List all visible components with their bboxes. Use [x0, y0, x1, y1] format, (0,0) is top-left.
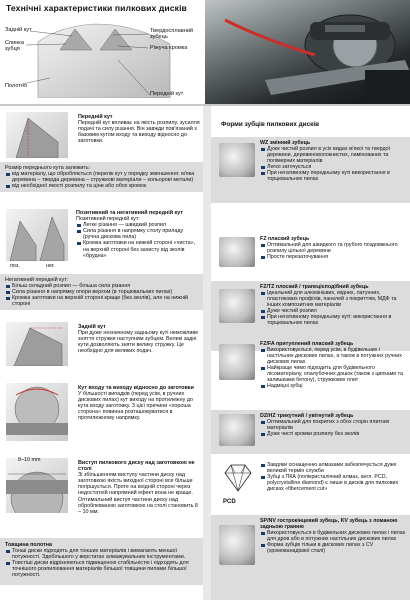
dz-hz-item: Оптимальний для покритих з обох сторін плитних матеріалів	[260, 419, 407, 431]
fz-tz-tooth-image	[219, 289, 255, 323]
front-angle-heading: Передній кут	[78, 114, 113, 120]
label-front-angle: Передній кут	[150, 91, 184, 97]
fz-tz-text	[260, 284, 407, 326]
fz-tz-item: Дуже чистий розпил	[260, 308, 407, 314]
tooth-section-fz	[211, 233, 410, 279]
pcd-item: Завдяки оснащенню алмазами забезпечується дуже великий термін служби	[260, 462, 407, 474]
wz-item: Легко заточується	[260, 164, 407, 170]
label-blade-body: Полотно	[5, 83, 28, 89]
dz-hz-title: DZ/HZ трикутний / увігнутий зубець	[260, 413, 354, 419]
pos-item: Легке різання — швидкий розпил	[76, 222, 200, 228]
pos-sub-heading: Позитивний передній кут:	[76, 216, 140, 223]
fz-tz-title: FZ/TZ плоский / трапецієподібний зубець	[260, 284, 369, 290]
sp-nv-text	[260, 518, 407, 554]
pos-neg-block	[76, 210, 200, 259]
entry-exit-text: У більшості випадків (перед усім, в ручних дискових пилах) кут виходу на протилежну до кута входу заготовку. З цієї причини «хороша сторона» повинна розташовуватися в протилежному напрямку.	[78, 391, 193, 422]
pos-neg-heading: Позитивний та негативний передній кут	[76, 210, 183, 216]
fz-fa-title: FZ/FA притуплений плаский зубець	[260, 341, 354, 347]
sp-nv-tooth-image	[219, 525, 255, 565]
wz-item: Дуже чистий розпил в усіх видах м'якої та твердої деревини, деревиноволокнистих, ламінованих та полімерних матеріалів	[260, 146, 407, 164]
tooth-section-pcd	[211, 459, 410, 515]
diamond-icon	[221, 461, 255, 495]
fz-fa-text	[260, 341, 407, 389]
sp-nv-item: Використовується в будівельних дискових пилах і пилах для дров або в потужних настільних дискових пилах	[260, 530, 407, 542]
pos-item: Кромка заготовки на нижній стороні «чиста», на верхній стороні без захисту від зколів «брудна»	[76, 240, 200, 258]
size-item: від матеріалу, що обробляється (перелік кут у порядку зменшення: м'яка деревина – тверда деревина – стружкові матеріали – кольорові метали)	[5, 171, 198, 183]
neg-section	[0, 274, 203, 310]
left-column	[0, 106, 203, 600]
front-angle-image	[6, 112, 68, 158]
pcd-text	[260, 462, 407, 492]
entry-exit-heading: Кут входу та виходу відносно до заготовки	[78, 385, 194, 391]
page-title: Технічні характеристики пилкових дисків	[6, 3, 187, 13]
back-angle-block	[78, 324, 200, 354]
neg-item: Кромка заготовки на верхній стороні краще (без зколів), але на нижній стороні	[5, 295, 198, 307]
dz-hz-text	[260, 413, 407, 437]
column-separator	[203, 106, 211, 600]
front-angle-text: Передній кут впливає на якість розпилу, зусилля подачі та силу різання. Він завжди пов'язаний з базовим кутом входу та виходу відносно до заготовки.	[78, 120, 200, 145]
neg-label: нег.	[46, 263, 55, 269]
dz-hz-tooth-image	[219, 414, 255, 446]
back-angle-heading: Задній кут	[78, 324, 106, 330]
label-cutting-edge: Ріжуча кромка	[150, 45, 188, 51]
circular-saw-photo	[205, 0, 410, 105]
saw-photo-svg	[205, 0, 410, 105]
protrusion-text: Зі збільшенням виступу частини диску над заготовкою якість вихідної стороні все більше погіршується. Проте на вхідній стороні через недостатній напрямний ефект вона не краще. Оптимальний виступ частини диску над оброблюваною заготовкою на столі становить 8 – 10 мм.	[78, 472, 198, 515]
fz-title: FZ плаский зубець	[260, 236, 310, 242]
blade-anatomy-diagram	[0, 20, 205, 98]
fz-tz-item: При негативному передньому куті: використання в торцювальних пилах	[260, 314, 407, 326]
protrusion-heading: Виступ пилкового диску над заготовкою не столі	[78, 460, 195, 473]
protrusion-label: 8–10 mm	[18, 457, 41, 463]
tooth-section-sp-nv	[211, 515, 410, 600]
front-angle-block	[78, 114, 200, 144]
thickness-item: Товстіші диски відрізняються підвищеною стабільністю і підходять для точнішого розпилювання матеріалів більшої товщини пилами більшої потужності.	[5, 560, 198, 578]
neg-item: Більш складний розпил — більша сила різання	[5, 283, 198, 289]
neg-item: Сила різання в напрямку опори верхом (в торцювальних пилах)	[5, 289, 198, 295]
tooth-section-wz	[211, 137, 410, 203]
label-back-angle: Задній кут	[5, 27, 32, 33]
fz-fa-item: Використовується, перед усім, в будівельних і настільних дискових пилах, а також в потужних ручних дискових пилах	[260, 347, 407, 365]
fz-item: Просте перезаточування	[260, 254, 407, 260]
wz-text	[260, 140, 407, 182]
pcd-label: PCD	[223, 499, 236, 505]
tooth-section-dz-hz	[211, 410, 410, 454]
fz-fa-item: Найкраще чимо підходить для будівельного лісоматеріалу, опалубочних дошок (також з цвяхами та залишками бетону), стружкових плит	[260, 365, 407, 383]
label-carbide-tooth: Твердосплавний зубець	[150, 28, 194, 41]
sp-nv-item: Форма зубців тільки в дискових пилах з CV (хромованадієвої сталі)	[260, 542, 407, 554]
pcd-item: Зубці з ПКА (полікристалічний алмаз, англ. PCD, polycrystalline diamond) є лише в дисків для пилкових дисках «fibercement cut»	[260, 474, 407, 492]
pos-neg-image	[6, 209, 68, 261]
fz-tooth-image	[219, 237, 255, 267]
protrusion-block	[78, 460, 200, 515]
neg-heading: Негативний передній кут:	[5, 277, 69, 283]
fz-fa-tooth-image	[219, 344, 255, 380]
fz-fa-item: Надміцні зубці	[260, 383, 407, 389]
size-item: від необхідної якості розпилу та ціни або обох кромок	[5, 183, 198, 189]
thickness-item: Тонші диски підходять для тонших матеріалів і вимагають меншої потужності. Здебільшого у верстатах алмажувальних інструментами.	[5, 548, 198, 560]
back-angle-text: При дуже незначному задньому куті неможливе зняття стружки наступним зубцем. Великі задні кути дозволяють зняти велику стружку. Це необхідно для великих подач.	[78, 330, 199, 355]
thickness-section	[0, 538, 203, 585]
fz-text	[260, 236, 407, 260]
wz-item: При негативному передньому куті використання в торцювальних пилах	[260, 170, 407, 182]
right-column	[211, 106, 410, 600]
fz-tz-item: Ідеальний для алюмінієвих, мідних, латунних, пластикових профілів, панелей з покриттям, МДФ та інших композитних матеріалів	[260, 290, 407, 308]
back-angle-image	[6, 322, 68, 366]
pos-item: Сила різання в напрямку столу приладу (ручна дискова пила)	[76, 228, 200, 240]
label-tooth-back: Спинка зубця	[5, 40, 24, 53]
wz-title: WZ змінний зубець	[260, 140, 311, 146]
tooth-section-fz-fa	[211, 338, 410, 416]
entry-exit-block	[78, 385, 200, 422]
size-section	[0, 162, 203, 192]
size-heading: Розмір переднього кута залежить:	[5, 165, 91, 171]
pos-label: поз.	[10, 263, 20, 269]
protrusion-image	[6, 458, 68, 513]
sp-nv-title: SP/NV гострокінцевий зубець, KV зубець з ломаною задньою гранню	[260, 518, 398, 530]
tooth-forms-heading: Форми зубців пилкових дисків	[221, 121, 320, 128]
thickness-heading: Товщина полотна	[5, 542, 52, 548]
fz-item: Оптимальний для швидкого та грубого поздовжнього розпилу цільної деревини	[260, 242, 407, 254]
wz-tooth-image	[219, 143, 255, 177]
dz-hz-item: Дуже чисті кромки розпилу без зколів	[260, 431, 407, 437]
entry-exit-image	[6, 383, 68, 441]
